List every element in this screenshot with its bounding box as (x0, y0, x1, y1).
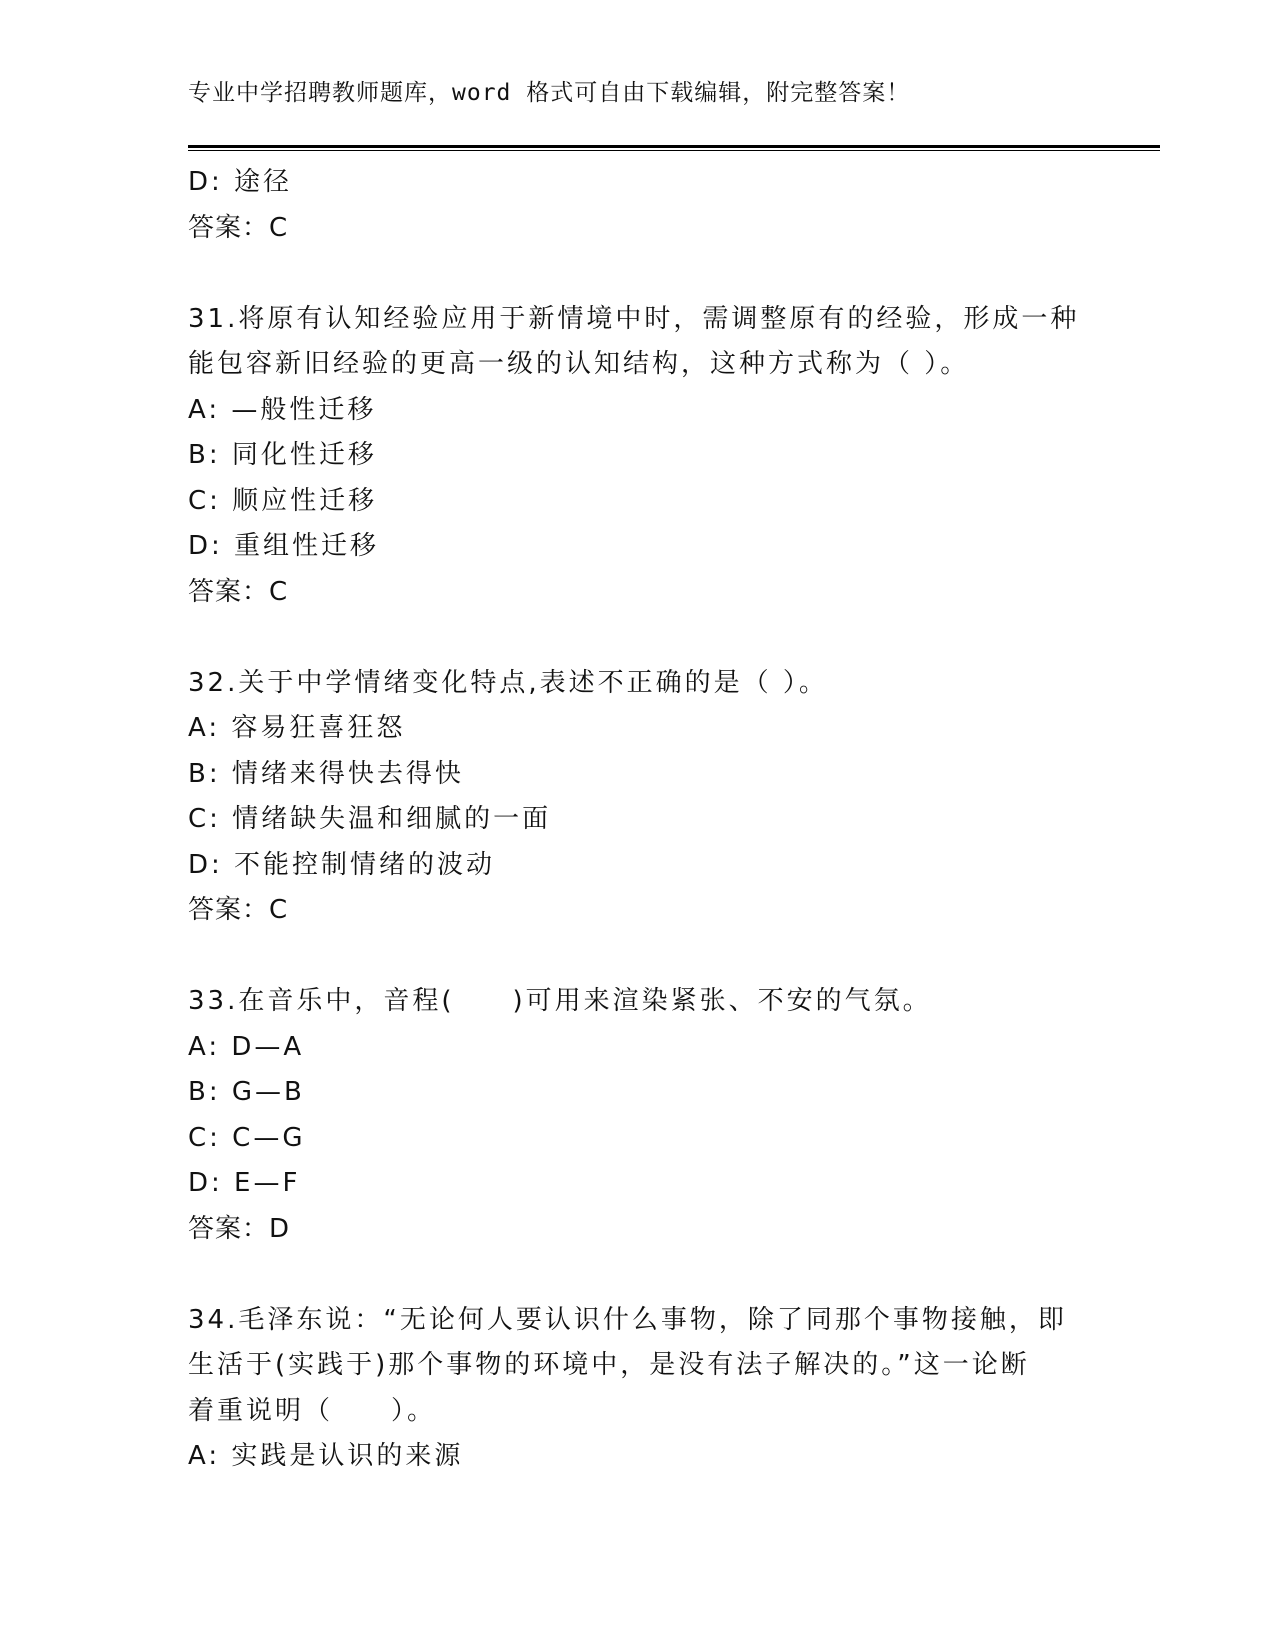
answer-option: A: 容易狂喜狂怒 (188, 713, 406, 743)
answer-option: D: 不能控制情绪的波动 (188, 849, 496, 880)
answer-option: B: G—B (188, 1077, 305, 1107)
answer-option: C: 情绪缺失温和细腻的一面 (188, 804, 552, 834)
answer-option: D: 重组性迁移 (188, 531, 380, 561)
answer-option: A: D—A (188, 1031, 305, 1062)
question-block (188, 297, 1088, 616)
question-stem-line: 能包容新旧经验的更高一级的认知结构，这种方式称为（ ）。 (188, 349, 970, 379)
question-block (188, 160, 1088, 251)
question-block (188, 661, 1088, 934)
block-spacer (188, 615, 1088, 661)
block-spacer (188, 1252, 1088, 1298)
question-stem-line: 着重说明（ ）。 (188, 1395, 437, 1426)
block-spacer (188, 934, 1088, 980)
answer-key: 答案：C (188, 212, 289, 243)
question-stem-line: 31.将原有认知经验应用于新情境中时，需调整原有的经验，形成一种 (188, 303, 1080, 334)
header-rule-thin (188, 150, 1160, 151)
answer-option: A: 实践是认识的来源 (188, 1441, 464, 1471)
question-stem-line: 生活于(实践于)那个事物的环境中，是没有法子解决的。”这一论断 (188, 1350, 1030, 1380)
question-stem-line: 32.关于中学情绪变化特点,表述不正确的是（ ）。 (188, 667, 828, 698)
answer-key: 答案：C (188, 576, 289, 607)
answer-key: 答案：D (188, 1213, 291, 1244)
question-stem-line: 34.毛泽东说：“无论何人要认识什么事物，除了同那个事物接触，即 (188, 1304, 1067, 1335)
block-spacer (188, 251, 1088, 297)
answer-option: B: 同化性迁移 (188, 440, 377, 470)
header-rule-thick (188, 145, 1160, 148)
answer-key: 答案：C (188, 895, 289, 925)
answer-option: C: C—G (188, 1122, 306, 1153)
page-header: 专业中学招聘教师题库，word 格式可自由下载编辑，附完整答案！ (188, 80, 911, 106)
answer-option: B: 情绪来得快去得快 (188, 758, 464, 789)
answer-option: D: 途径 (188, 167, 293, 197)
answer-option: C: 顺应性迁移 (188, 485, 378, 516)
answer-option: A: —般性迁移 (188, 394, 377, 425)
question-block (188, 1298, 1088, 1480)
question-list (188, 160, 1088, 1480)
answer-option: D: E—F (188, 1168, 301, 1198)
question-block (188, 979, 1088, 1252)
question-stem-line: 33.在音乐中，音程( )可用来渲染紧张、不安的气氛。 (188, 986, 932, 1016)
